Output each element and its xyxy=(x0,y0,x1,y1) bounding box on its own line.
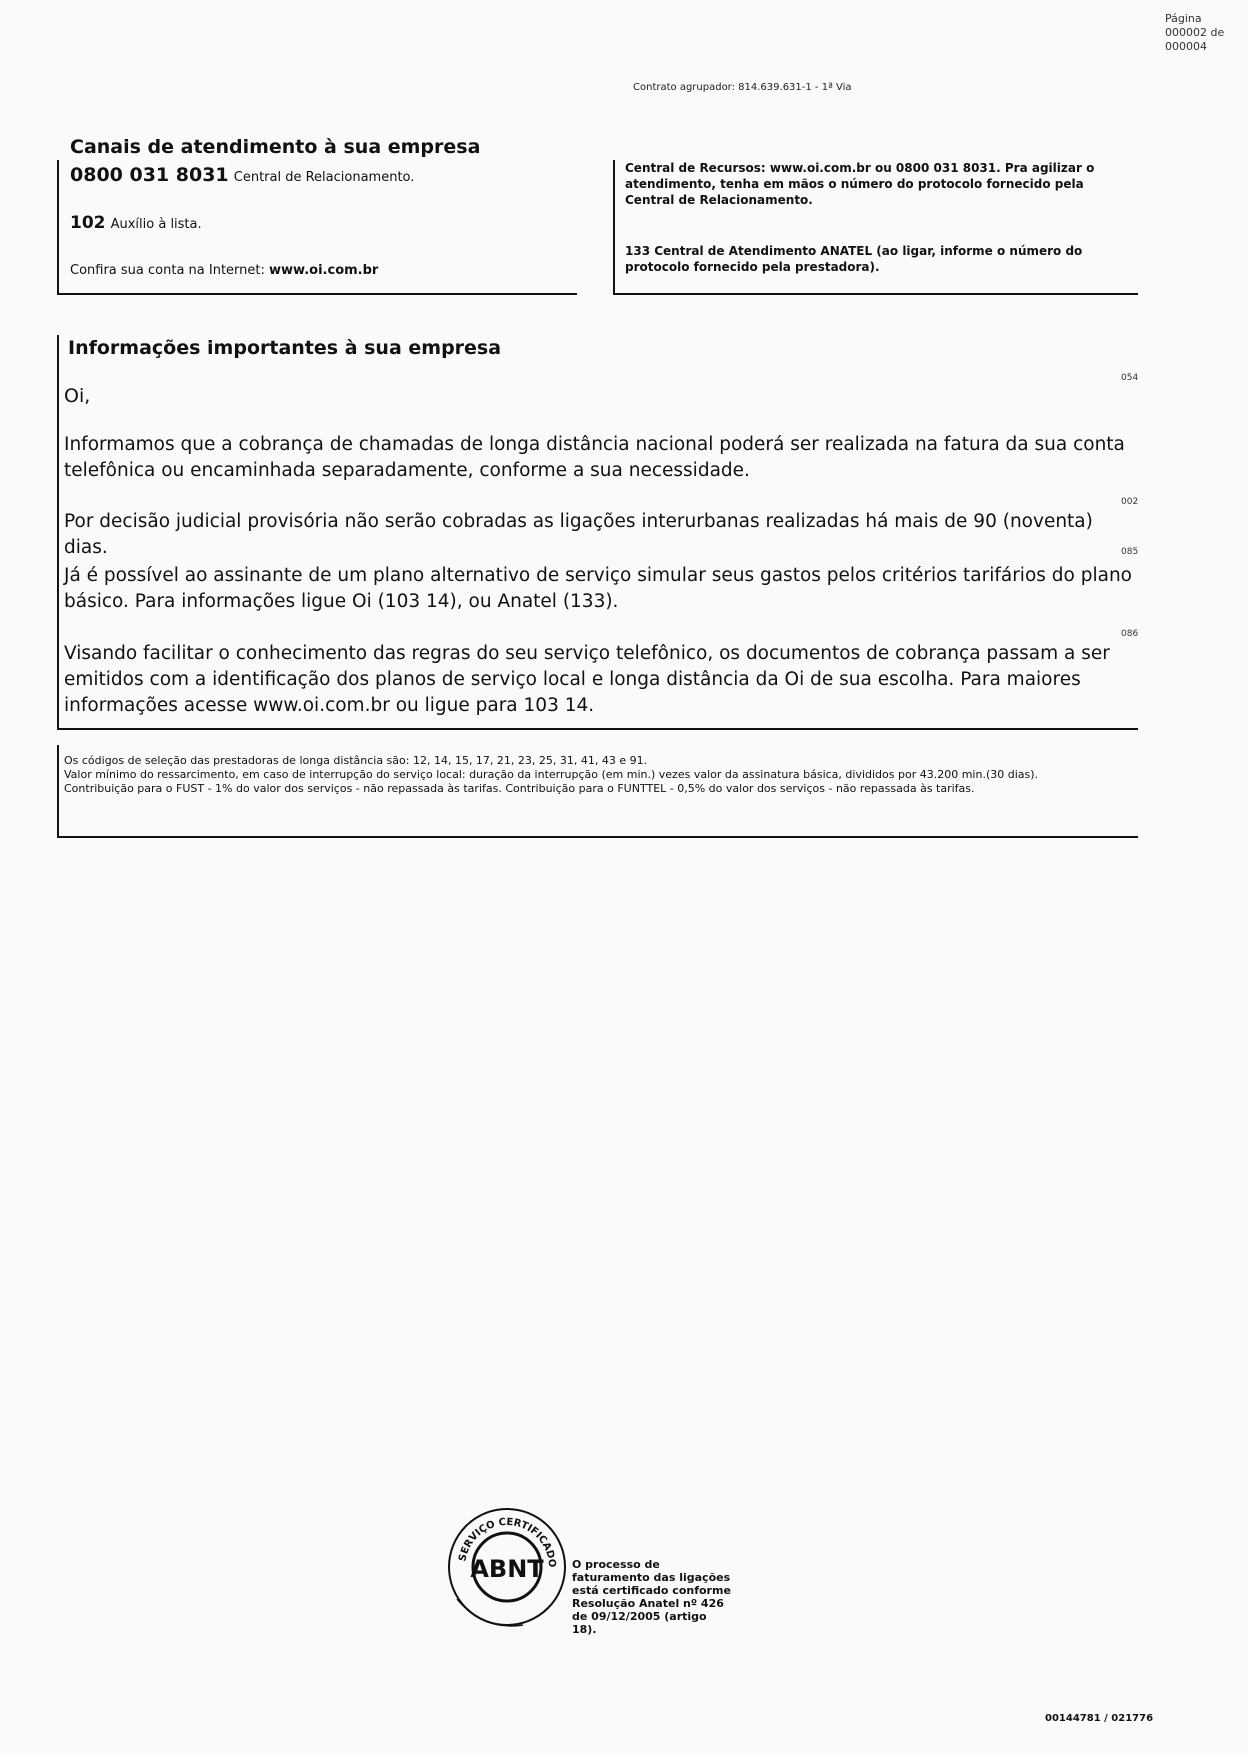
seal-ring-text: SERVIÇO CERTIFICADO xyxy=(457,1516,558,1568)
info-code: 086 xyxy=(1121,629,1139,639)
recursos-text: Central de Recursos: www.oi.com.br ou 0800 031 8031. Pra agilizar o atendimento, tenha em mãos o número do protocolo fornecido pela Central de Relacionamento. xyxy=(625,161,1095,207)
page-label: Página xyxy=(1165,12,1202,25)
footer-note: Contribuição para o FUST - 1% do valor dos serviços - não repassada às tarifas. Contribuição para o FUNTTEL - 0,5% do valor dos serviços - não repassada às tarifas. xyxy=(64,782,975,795)
canais-title: Canais de atendimento à sua empresa xyxy=(70,136,481,158)
info-code: 002 xyxy=(1121,497,1139,507)
footer-notes xyxy=(64,754,1134,796)
footer-note: Valor mínimo do ressarcimento, em caso de interrupção do serviço local: duração da interrupção (em min.) vezes valor da assinatura básica, divididos por 43.200 min.(30 dias). xyxy=(64,768,1039,781)
info-paragraph: Informamos que a cobrança de chamadas de longa distância nacional poderá ser realizada na fatura da sua conta telefônica ou encaminhada separadamente, conforme a sua necessidade. xyxy=(64,434,1125,481)
info-paragraph: Já é possível ao assinante de um plano alternativo de serviço simular seus gastos pelos critérios tarifários do plano básico. Para informações ligue Oi (103 14), ou Anatel (133). xyxy=(64,565,1132,612)
phone-line xyxy=(70,164,414,186)
page-total: 000004 xyxy=(1165,40,1207,53)
page-number xyxy=(1165,12,1224,54)
phone-desc: Central de Relacionamento. xyxy=(233,170,415,185)
info-paragraph: Por decisão judicial provisória não serão cobradas as ligações interurbanas realizadas há mais de 90 (noventa) dias. xyxy=(64,511,1093,558)
info-paragraph: Visando facilitar o conhecimento das regras do seu serviço telefônico, os documentos de cobrança passam a ser emitidos com a identificação dos planos de serviço local e longa distância da Oi de sua escolha. Para maiores informações acesse www.oi.com.br ou ligue para 103 14. xyxy=(64,643,1110,716)
info-code: 054 xyxy=(1121,373,1139,383)
aux-desc: Auxílio à lista. xyxy=(110,217,202,232)
phone-number: 0800 031 8031 xyxy=(70,164,229,186)
seal-logo-text: ABNT xyxy=(470,1555,544,1583)
internet-url[interactable]: www.oi.com.br xyxy=(269,263,379,278)
info-code: 085 xyxy=(1121,547,1139,557)
internet-line xyxy=(70,263,378,278)
document-id: 00144781 / 021776 xyxy=(1045,1713,1154,1724)
aux-number: 102 xyxy=(70,213,106,233)
abnt-seal-icon xyxy=(443,1503,571,1631)
greeting: Oi, xyxy=(64,385,91,407)
info-title: Informações importantes à sua empresa xyxy=(68,337,502,359)
seal-caption: O processo de faturamento das ligações está certificado conforme Resolução Anatel nº 426 de 09/12/2005 (artigo 18). xyxy=(572,1558,731,1636)
page-current: 000002 de xyxy=(1165,26,1225,39)
aux-line xyxy=(70,213,202,233)
anatel-text: 133 Central de Atendimento ANATEL (ao ligar, informe o número do protocolo fornecido pela prestadora). xyxy=(625,244,1083,274)
footer-note: Os códigos de seleção das prestadoras de longa distância são: 12, 14, 15, 17, 21, 23, 25, 31, 41, 43 e 91. xyxy=(64,754,648,767)
contract-number: Contrato agrupador: 814.639.631-1 - 1ª Via xyxy=(633,82,852,93)
internet-label: Confira sua conta na Internet: xyxy=(70,263,265,278)
